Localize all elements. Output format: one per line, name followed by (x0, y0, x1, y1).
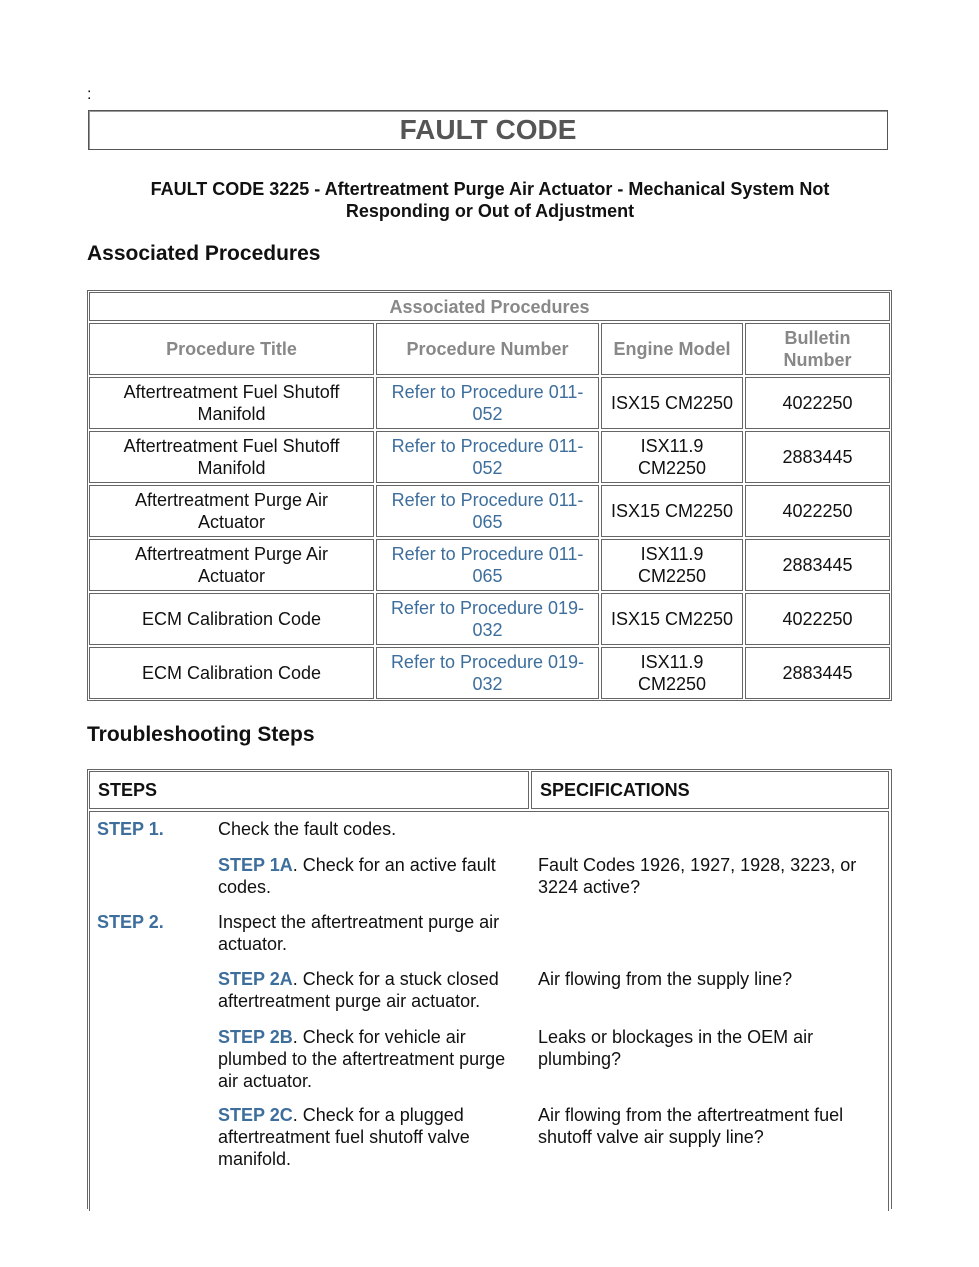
cell-text: 2883445 (782, 447, 853, 467)
cell-text: 4022250 (782, 393, 853, 413)
cell-link-text[interactable]: Refer to Procedure 019-032 (390, 598, 585, 640)
cell-text: ISX11.9 CM2250 (637, 436, 707, 478)
step-2c-text: . Check for a plugged aftertreatment fuel shutoff valve manifold. (218, 1105, 470, 1169)
table-caption-text: Associated Procedures (389, 296, 590, 317)
cell-text: 4022250 (782, 609, 853, 629)
cell-text: 2883445 (782, 663, 853, 683)
associated-procedures-heading: Associated Procedures (87, 242, 321, 265)
cell-text: ECM Calibration Code (141, 609, 322, 629)
step-2a-spec: Air flowing from the supply line? (538, 969, 793, 989)
header-label: Procedure Title (166, 339, 297, 359)
header-label: Bulletin Number (783, 328, 852, 370)
cell-link-text[interactable]: Refer to Procedure 019-032 (390, 652, 585, 694)
cell-text: 2883445 (782, 555, 853, 575)
step-2-text: Inspect the aftertreatment purge air actuator. (218, 912, 500, 954)
header-label: SPECIFICATIONS (540, 779, 690, 800)
step-2b-spec: Leaks or blockages in the OEM air plumbing? (538, 1027, 814, 1069)
step-2-label[interactable]: STEP 2. (97, 912, 164, 932)
step-2b-label[interactable]: STEP 2B (218, 1027, 293, 1047)
step-1-text: Check the fault codes. (218, 819, 397, 839)
cell-text: Aftertreatment Fuel Shutoff Manifold (123, 436, 340, 478)
step-2a-block (218, 968, 523, 1012)
cell-text: Aftertreatment Fuel Shutoff Manifold (123, 382, 340, 424)
cell-link-text[interactable]: Refer to Procedure 011-052 (391, 436, 584, 478)
step-2b-text: . Check for vehicle air plumbed to the aftertreatment purge air actuator. (218, 1027, 506, 1091)
cell-text: Aftertreatment Purge Air Actuator (134, 544, 329, 586)
step-2c-label[interactable]: STEP 2C (218, 1105, 293, 1125)
step-1a-label[interactable]: STEP 1A (218, 855, 293, 875)
cell-link-text[interactable]: Refer to Procedure 011-065 (391, 544, 584, 586)
step-2a-label[interactable]: STEP 2A (218, 969, 293, 989)
fault-code-title: FAULT CODE 3225 - Aftertreatment Purge Air Actuator - Mechanical System Not Responding or Out of Adjustment (150, 179, 830, 221)
step-2b-block (218, 1026, 508, 1092)
step-1a-spec: Fault Codes 1926, 1927, 1928, 3223, or 3224 active? (538, 855, 857, 897)
steps-column-header (89, 771, 529, 809)
cell-text: ISX15 CM2250 (610, 609, 734, 629)
step-2a-text: . Check for a stuck closed aftertreatment purge air actuator. (218, 969, 499, 1011)
step-1a-text: . Check for an active fault codes. (218, 855, 496, 897)
cell-text: ECM Calibration Code (141, 663, 322, 683)
cell-text: 4022250 (782, 501, 853, 521)
cell-text: ISX11.9 CM2250 (637, 652, 707, 694)
cell-link-text[interactable]: Refer to Procedure 011-052 (391, 382, 584, 424)
cell-text: Aftertreatment Purge Air Actuator (134, 490, 329, 532)
fault-code-banner (88, 110, 888, 150)
step-1a-block (218, 854, 523, 898)
specifications-column-header (531, 771, 889, 809)
step-1-label[interactable]: STEP 1. (97, 819, 164, 839)
step-2c-spec: Air flowing from the aftertreatment fuel shutoff valve air supply line? (538, 1105, 844, 1147)
colon-mark: : (87, 86, 92, 103)
troubleshooting-steps-heading: Troubleshooting Steps (87, 723, 315, 746)
cell-text: ISX15 CM2250 (610, 393, 734, 413)
header-label: Engine Model (613, 339, 731, 359)
table-outer-border (87, 290, 892, 701)
fault-code-banner-label: FAULT CODE (399, 114, 577, 145)
header-label: STEPS (98, 779, 158, 800)
cell-link-text[interactable]: Refer to Procedure 011-065 (391, 490, 584, 532)
header-label: Procedure Number (406, 339, 569, 359)
cell-text: ISX11.9 CM2250 (637, 544, 707, 586)
cell-text: ISX15 CM2250 (610, 501, 734, 521)
step-2c-block (218, 1104, 518, 1170)
